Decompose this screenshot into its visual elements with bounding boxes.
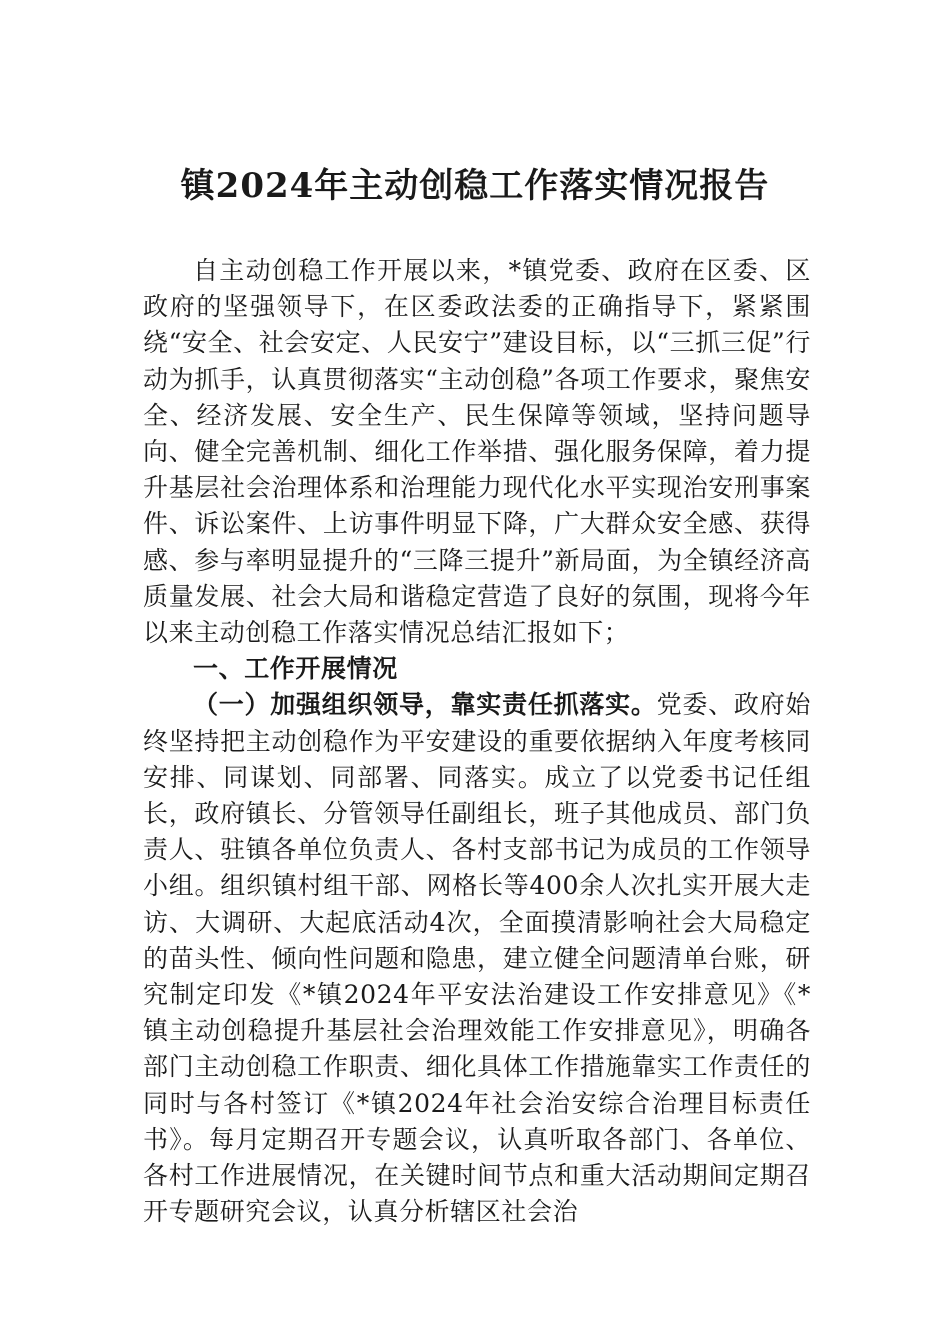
subsection-paragraph-organization [143,687,811,1230]
document-body [143,253,811,1230]
subsection-heading-organization: （一）加强组织领导，靠实责任抓落实。 [193,690,657,720]
subsection-body-organization: 党委、政府始终坚持把主动创稳作为平安建设的重要依据纳入年度考核同安排、同谋划、同部署、同落实。成立了以党委书记任组长，政府镇长、分管领导任副组长，班子其他成员、部门负责人、驻镇各单位负责人、各村支部书记为成员的工作领导小组。组织镇村组干部、网格长等400余人次扎实开展大走访、大调研、大起底活动4次，全面摸清影响社会大局稳定的苗头性、倾向性问题和隐患，建立健全问题清单台账，研究制定印发《*镇2024年平安法治建设工作安排意见》《*镇主动创稳提升基层社会治理效能工作安排意见》，明确各部门主动创稳工作职责、细化具体工作措施靠实工作责任的同时与各村签订《*镇2024年社会治安综合治理目标责任书》。每月定期召开专题会议，认真听取各部门、各单位、各村工作进展情况，在关键时间节点和重大活动期间定期召开专题研究会议，认真分析辖区社会治 [143,690,811,1227]
intro-paragraph: 自主动创稳工作开展以来，*镇党委、政府在区委、区政府的坚强领导下，在区委政法委的正确指导下，紧紧围绕“安全、社会安定、人民安宁”建设目标，以“三抓三促”行动为抓手，认真贯彻落实“主动创稳”各项工作要求，聚焦安全、经济发展、安全生产、民生保障等领域，坚持问题导向、健全完善机制、细化工作举措、强化服务保障，着力提升基层社会治理体系和治理能力现代化水平实现治安刑事案件、诉讼案件、上访事件明显下降，广大群众安全感、获得感、参与率明显提升的“三降三提升”新局面，为全镇经济高质量发展、社会大局和谐稳定营造了良好的氛围，现将今年以来主动创稳工作落实情况总结汇报如下； [143,256,811,648]
section-heading-work-progress: 一、工作开展情况 [193,654,398,684]
document-title: 镇2024年主动创稳工作落实情况报告 [180,166,770,206]
